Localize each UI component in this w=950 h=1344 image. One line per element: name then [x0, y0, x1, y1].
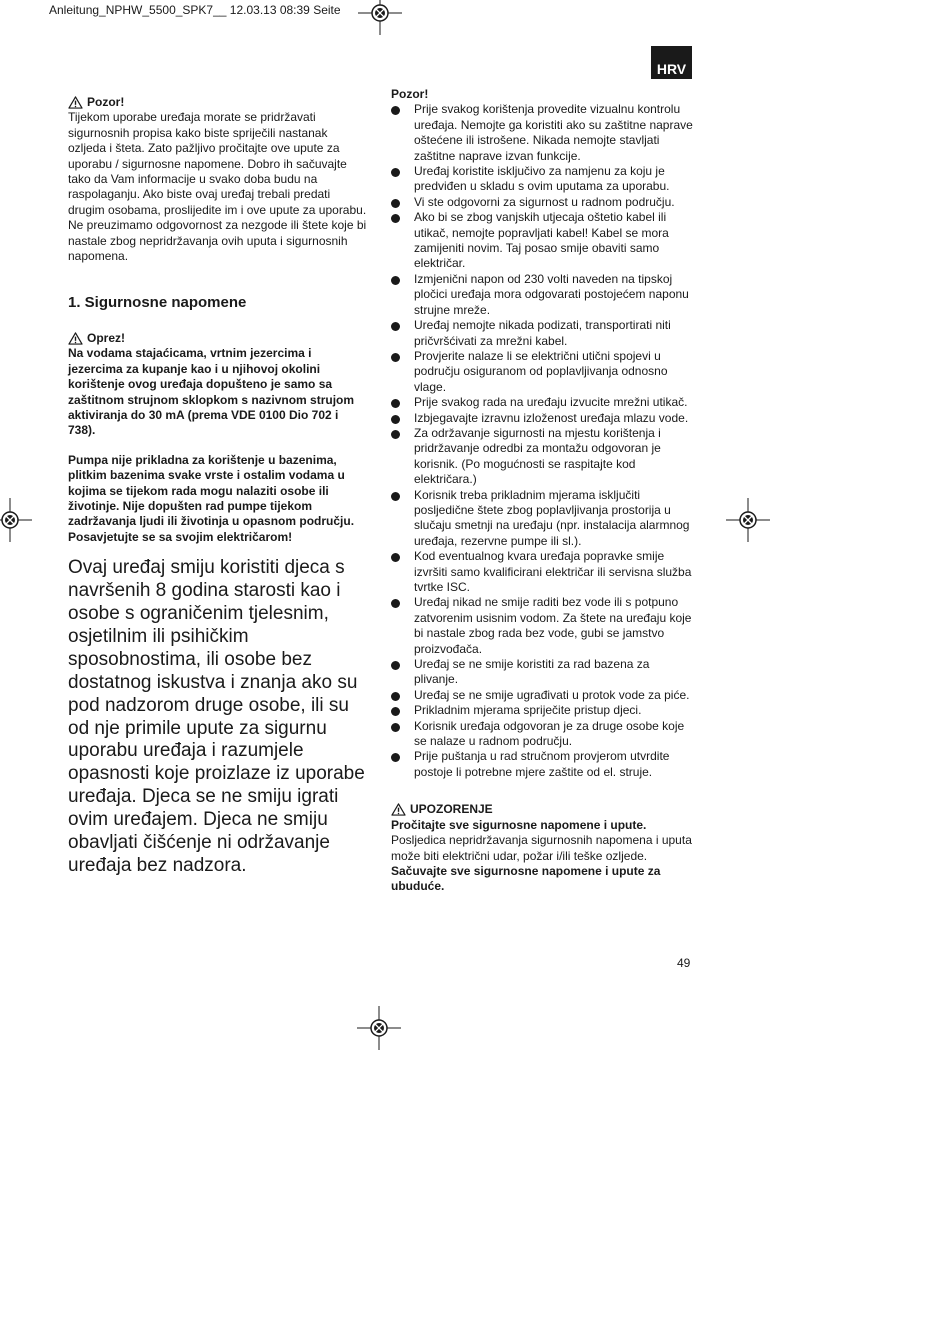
- list-item: Ako bi se zbog vanjskih utjecaja oštetio kabel ili utikač, nemojte popravljati kabel! Kabel se mora zamijeniti novim. Taj posao smije obaviti samo električar.: [391, 210, 696, 272]
- pozor-title: Pozor!: [87, 95, 125, 109]
- print-slug: Anleitung_NPHW_5500_SPK7__ 12.03.13 08:39 Seite: [49, 3, 341, 17]
- list-item: Provjerite nalaze li se električni utični spojevi u području osiguranom od poplavljivanja odnosno vlage.: [391, 349, 696, 395]
- list-item: Prikladnim mjerama spriječite pristup djeci.: [391, 703, 696, 718]
- warning-triangle-icon: [391, 803, 406, 816]
- registration-mark-icon: [0, 498, 32, 542]
- oprez-text: Na vodama stajaćicama, vrtnim jezercima i jezercima za kupanje kao i u njihovoj okolini korištenje ovog uređaja dopušteno je samo sa zaštitnom strujnom sklopkom s nazivnom strujom aktiviranja do 30 mA (prema VDE 0100 Dio 702 i 738).: [68, 346, 355, 438]
- list-item: Uređaj se ne smije koristiti za rad bazena za plivanje.: [391, 657, 696, 688]
- pozor-text: Tijekom uporabe uređaja morate se pridržavati sigurnosnih propisa kako biste spriječili nastanak ozljeda i šteta. Zato pažljivo pročitajte ove upute za uporabu / sigurnosne napomene. Dobro ih sačuvajte tako da Vam informacije u svako doba budu na raspolaganju. Ako biste ovaj uređaj trebali predati drugim osobama, proslijedite im i ove upute za uporabu. Ne preuzimamo odgovornost za nezgode ili štete koje bi nastale zbog nepridržavanja ovih uputa i sigurnosnih napomena.: [68, 110, 367, 264]
- children-notice-text: Ovaj uređaj smiju koristiti djeca s navršenih 8 godina starosti kao i osobe s ograničenim tjelesnim, osjetilnim ili psihičkim sposobnostima, ili osobe bez dostatnog iskustva i znanja ako su pod nadzorom druge osobe, ili su od nje primile upute za sigurnu uporabu uređaja i razumjele opasnosti koje proizlaze iz uporabe uređaja. Djeca se ne smiju igrati ovim uređajem. Djeca ne smiju obavljati čišćenje ni održavanje uređaja bez nadzora.: [68, 557, 365, 876]
- warning-triangle-icon: [68, 332, 83, 345]
- oprez-title: Oprez!: [87, 330, 126, 345]
- list-item: Za održavanje sigurnosti na mjestu korištenja i pridržavanje odredbi za montažu odgovoran je korisnik. (Po mogućnosti se raspitajte kod električara.): [391, 426, 696, 488]
- list-item: Uređaj koristite isključivo za namjenu za koju je predviđen u skladu s ovim uputama za uporabu.: [391, 164, 696, 195]
- oprez-header: [68, 331, 368, 346]
- warning-title: UPOZORENJE: [410, 802, 493, 817]
- list-item: Korisnik treba prikladnim mjerama isključiti posljedične štete zbog poplavljivanja prostorija u slučaju smetnji na uređaju (npr. instalacija alarmnog uređaja, rezervne pumpe ili sl.).: [391, 488, 696, 550]
- pozor-title-right: Pozor!: [391, 87, 429, 101]
- warning-body: Posljedica nepridržavanja sigurnosnih napomena i uputa može biti električni udar, požar i/ili teške ozljede.: [391, 833, 692, 863]
- list-item: Uređaj nemojte nikada podizati, transportirati niti pričvršćivati za mrežni kabel.: [391, 318, 696, 349]
- page-number: 49: [677, 956, 691, 970]
- registration-mark-icon: [726, 498, 770, 542]
- list-item: Prije puštanja u rad stručnom provjerom utvrdite postoje li potrebne mjere zaštite od el. struje.: [391, 749, 696, 780]
- registration-mark-icon: [358, 0, 402, 35]
- section-title: 1. Sigurnosne napomene: [68, 294, 247, 312]
- warning-bold-end: Sačuvajte sve sigurnosne napomene i upute za ubuduće.: [391, 863, 661, 894]
- list-item: Prije svakog korištenja provedite vizualnu kontrolu uređaja. Nemojte ga koristiti ako su zaštitne naprave oštećene ili istrošene. Nikada nemojte stavljati zaštitne naprave izvan funkcije.: [391, 102, 696, 164]
- warning-bold-text: Pročitajte sve sigurnosne napomene i upute.: [391, 817, 647, 832]
- list-item: Izmjenični napon od 230 volti naveden na tipskoj pločici uređaja mora odgovarati postojećem naponu strujne mreže.: [391, 272, 696, 318]
- warning-block: [391, 802, 696, 894]
- list-item: Kod eventualnog kvara uređaja popravke smije izvršiti samo kvalificirani električar ili servisna služba tvrtke ISC.: [391, 549, 696, 595]
- right-column: [391, 87, 696, 895]
- list-item: Uređaj nikad ne smije raditi bez vode ili s potpuno zatvorenim usisnim vodom. Za štete na uređaju koje bi nastale zbog rada bez vode, gubi se jamstvo proizvođača.: [391, 595, 696, 657]
- pozor-header: [68, 95, 368, 110]
- language-badge: HRV: [651, 46, 692, 79]
- list-item: Izbjegavajte izravnu izloženost uređaja mlazu vode.: [391, 411, 696, 426]
- pool-warning-text: Pumpa nije prikladna za korištenje u bazenima, plitkim bazenima svake vrste i ostalim vodama u kojima se tijekom rada mogu nalaziti osobe ili životinje. Nije dopušten rad pumpe tijekom zadržavanja ljudi ili životinja u opasnom području. Posavjetujte se sa svojim električarom!: [68, 452, 355, 544]
- list-item: Prije svakog rada na uređaju izvucite mrežni utikač.: [391, 395, 696, 410]
- warning-triangle-icon: [68, 96, 83, 109]
- list-item: Uređaj se ne smije ugrađivati u protok vode za piće.: [391, 688, 696, 703]
- warning-header: [391, 802, 696, 817]
- warning-text: [391, 833, 696, 895]
- list-item: Korisnik uređaja odgovoran je za druge osobe koje se nalaze u radnom području.: [391, 719, 696, 750]
- list-item: Vi ste odgovorni za sigurnost u radnom području.: [391, 195, 696, 210]
- registration-mark-icon: [357, 1006, 401, 1050]
- left-column: [68, 95, 368, 878]
- safety-bullet-list: [391, 102, 696, 780]
